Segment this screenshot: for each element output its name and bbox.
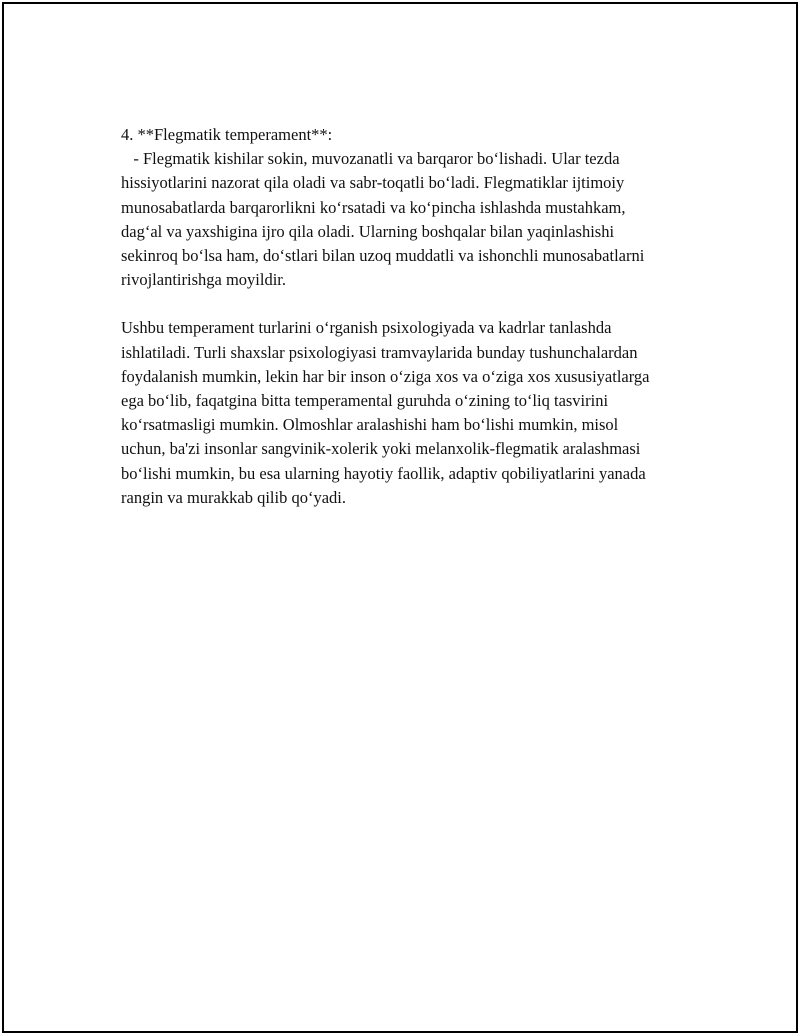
- paragraph-spacer: [121, 292, 666, 316]
- closing-paragraph: Ushbu temperament turlarini o‘rganish psixologiyada va kadrlar tanlashda ishlatiladi. Turli shaxslar psixologiyasi tramvaylarida bunday tushunchalardan foydalanish mumkin, lekin har bir inson o‘ziga xos va o‘ziga xos xususiyatlarga ega bo‘lib, faqatgina bitta temperamental guruhda o‘zining to‘liq tasvirini ko‘rsatmasligi mumkin. Olmoshlar aralashishi ham bo‘lishi mumkin, misol uchun, ba'zi insonlar sangvinik-xolerik yoki melanxolik-flegmatik aralashmasi bo‘lishi mumkin, bu esa ularning hayotiy faollik, adaptiv qobiliyatlarini yanada rangin va murakkab qilib qo‘yadi.: [121, 318, 650, 507]
- page-frame: [2, 2, 798, 1033]
- document-body: [121, 123, 666, 510]
- section-heading: 4. **Flegmatik temperament**:: [121, 125, 333, 144]
- section-body: - Flegmatik kishilar sokin, muvozanatli va barqaror bo‘lishadi. Ular tezda hissiyotlarini nazorat qila oladi va sabr-toqatli bo‘ladi. Flegmatiklar ijtimoiy munosabatlarda barqarorlikni ko‘rsatadi va ko‘pincha ishlashda mustahkam, dag‘al va yaxshigina ijro qila oladi. Ularning boshqalar bilan yaqinlashishi sekinroq bo‘lsa ham, do‘stlari bilan uzoq muddatli va ishonchli munosabatlarni rivojlantirishga moyildir.: [121, 149, 649, 290]
